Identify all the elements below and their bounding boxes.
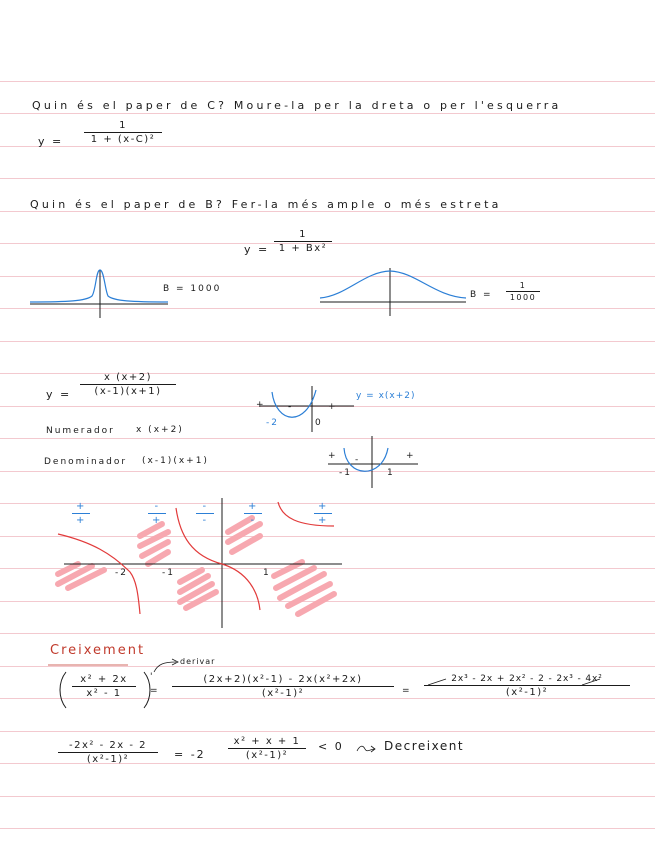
ruled-line xyxy=(0,796,655,797)
fraction-bar xyxy=(72,513,90,514)
strikethrough-mark xyxy=(426,677,450,687)
numerator-expression: x (x+2) xyxy=(136,425,184,435)
shaded-region-4 xyxy=(180,570,216,608)
growth-step2-numerator: 2x³ - 2x + 2x² - 2 - 2x³ - 4x² xyxy=(451,674,603,684)
growth-lhs-fraction xyxy=(72,674,136,699)
sign-num: - xyxy=(154,501,160,512)
parabola1-sign-middle: - xyxy=(288,402,294,412)
growth-factor: = -2 xyxy=(174,748,206,761)
denominator-expression: (x-1)(x+1) xyxy=(142,456,209,466)
formula-b-fraction xyxy=(274,229,332,254)
ruled-line xyxy=(0,81,655,82)
rational-denominator: (x-1)(x+1) xyxy=(94,386,162,397)
tick-minus-one: -1 xyxy=(162,568,175,578)
numerator-label: Numerador xyxy=(46,426,115,436)
sign-den: + xyxy=(152,515,162,526)
parabola1-sign-right: + xyxy=(328,402,338,412)
formula-c-lhs: y = xyxy=(38,135,64,148)
parabola1-root-right: 0 xyxy=(315,418,323,428)
sign-fraction-3 xyxy=(196,501,214,526)
sign-num: + xyxy=(318,501,328,512)
ruled-line xyxy=(0,666,655,667)
sign-fraction-5 xyxy=(314,501,332,526)
question-b-text: Quin és el paper de B? Fer-la més ample o més estreta xyxy=(30,198,502,211)
fraction-bar xyxy=(228,748,306,749)
growth-result-fraction xyxy=(58,740,158,765)
parabola1-root-left: -2 xyxy=(266,418,279,428)
growth-step1-fraction xyxy=(172,674,394,699)
sign-num: + xyxy=(248,501,258,512)
formula-b-denominator: 1 + Bx² xyxy=(278,243,328,254)
fraction-bar xyxy=(506,291,540,292)
growth-result-denominator: (x²-1)² xyxy=(86,754,130,765)
ruled-line xyxy=(0,178,655,179)
sign-num: + xyxy=(76,501,86,512)
parabola2-root-right: 1 xyxy=(387,468,395,478)
squiggle-arrow-icon xyxy=(356,743,378,755)
parabola2-root-left: -1 xyxy=(339,468,352,478)
growth-factored-denominator: (x²-1)² xyxy=(245,750,289,761)
sign-num: - xyxy=(202,501,208,512)
fraction-bar xyxy=(172,686,394,687)
fraction-bar xyxy=(244,513,262,514)
fraction-bar xyxy=(72,686,136,687)
formula-c-numerator: 1 xyxy=(119,120,127,131)
parabola-curve xyxy=(272,390,316,417)
fraction-bar xyxy=(80,384,176,385)
formula-b-numerator: 1 xyxy=(299,229,307,240)
growth-step1-numerator: (2x+2)(x²-1) - 2x(x²+2x) xyxy=(203,674,363,685)
growth-lhs-numerator: x² + 2x xyxy=(80,674,128,685)
shaded-region-1 xyxy=(140,524,168,564)
shaded-region-3 xyxy=(58,564,104,588)
denominator-label: Denominador xyxy=(44,457,128,467)
parabola2-sign-right: + xyxy=(406,451,416,461)
derive-note: derivar xyxy=(180,657,216,666)
tick-minus-two: -2 xyxy=(115,568,128,578)
ruled-line xyxy=(0,113,655,114)
growth-inequality: < 0 xyxy=(318,740,344,753)
equals-sign: = xyxy=(150,686,160,696)
parabola1-sign-left: + xyxy=(256,400,266,410)
rational-lhs: y = xyxy=(46,388,72,401)
sign-den: + xyxy=(318,515,328,526)
tick-one: 1 xyxy=(263,568,271,578)
fraction-bar xyxy=(314,513,332,514)
formula-b-lhs: y = xyxy=(244,243,270,256)
wide-graph-label-fraction xyxy=(506,281,540,302)
fraction-bar xyxy=(148,513,166,514)
growth-factored-fraction xyxy=(228,736,306,761)
growth-lhs-denominator: x² - 1 xyxy=(86,688,122,699)
fraction-bar xyxy=(84,132,162,133)
wide-graph-label-lhs: B = xyxy=(470,290,493,300)
ruled-line xyxy=(0,146,655,147)
wide-graph-label-num: 1 xyxy=(519,281,527,290)
parabola2-sign-middle: - xyxy=(355,455,361,465)
growth-step2-denominator: (x²-1)² xyxy=(505,687,549,698)
strikethrough-mark xyxy=(580,677,604,687)
ruled-line xyxy=(0,211,655,212)
question-c-text: Quin és el paper de C? Moure-la per la dreta o per l'esquerra xyxy=(32,99,562,112)
sign-den: + xyxy=(76,515,86,526)
ruled-line xyxy=(0,828,655,829)
narrow-curve xyxy=(30,270,168,302)
parabola1-label: y = x(x+2) xyxy=(356,391,416,401)
growth-step1-denominator: (x²-1)² xyxy=(261,688,305,699)
sign-fraction-4 xyxy=(244,501,262,526)
wide-curve xyxy=(320,271,466,298)
denominator-sign-parabola xyxy=(322,434,432,490)
ruled-line xyxy=(0,731,655,732)
wide-graph-label-den: 1000 xyxy=(509,293,537,302)
ruled-line xyxy=(0,341,655,342)
growth-title: Creixement xyxy=(50,643,146,658)
formula-c-fraction xyxy=(84,120,162,145)
fraction-bar xyxy=(274,241,332,242)
parabola2-sign-left: + xyxy=(328,451,338,461)
formula-c-denominator: 1 + (x-C)² xyxy=(90,134,156,145)
sign-den: - xyxy=(250,515,256,526)
wide-curve-graph xyxy=(316,262,476,322)
growth-factored-numerator: x² + x + 1 xyxy=(233,736,301,747)
fraction-bar xyxy=(58,752,158,753)
growth-conclusion: Decreixent xyxy=(384,739,465,753)
rational-fraction xyxy=(80,372,176,397)
sign-fraction-2 xyxy=(148,501,166,526)
fraction-bar xyxy=(196,513,214,514)
equals-sign: = xyxy=(402,686,412,696)
narrow-graph-label: B = 1000 xyxy=(163,284,222,294)
sign-fraction-1 xyxy=(72,501,90,526)
rational-numerator: x (x+2) xyxy=(103,372,153,383)
shaded-region-5 xyxy=(274,562,334,614)
title-underline xyxy=(48,659,62,669)
growth-result-numerator: -2x² - 2x - 2 xyxy=(69,740,147,751)
prime-mark: ' xyxy=(150,672,155,682)
sign-den: - xyxy=(202,515,208,526)
